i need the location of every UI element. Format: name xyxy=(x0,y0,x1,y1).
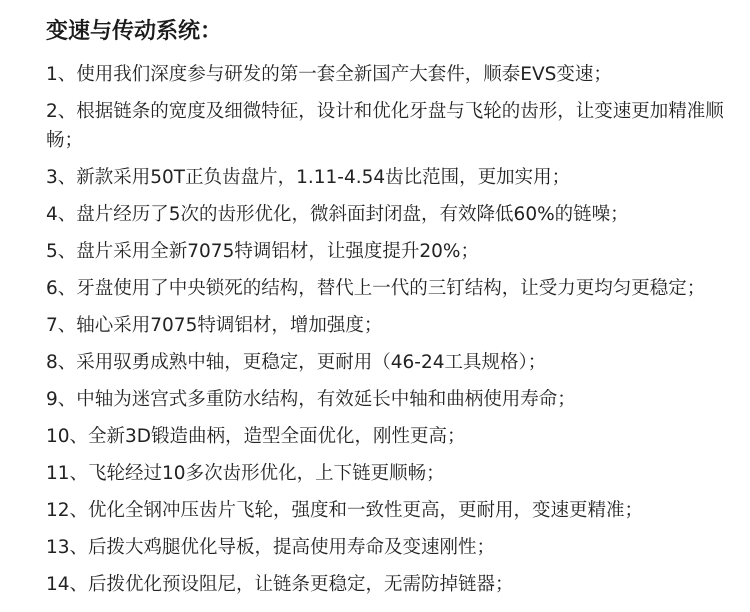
list-item: 2、根据链条的宽度及细微特征，设计和优化牙盘与飞轮的齿形，让变速更加精准顺畅； xyxy=(46,101,724,151)
list-item: 6、牙盘使用了中央锁死的结构，替代上一代的三钉结构，让受力更均匀更稳定； xyxy=(46,278,706,299)
list-item: 8、采用驭勇成熟中轴，更稳定，更耐用（46-24工具规格）； xyxy=(46,352,547,373)
list-item: 4、盘片经历了5次的齿形优化，微斜面封闭盘，有效降低60%的链噪； xyxy=(46,204,629,225)
section-title: 变速与传动系统： xyxy=(46,19,223,44)
list-item: 1、使用我们深度参与研发的第一套全新国产大套件，顺泰EVS变速； xyxy=(46,64,612,85)
list-item: 14、后拨优化预设阻尼，让链条更稳定，无需防掉链器； xyxy=(46,574,514,595)
list-item: 7、轴心采用7075特调铝材，增加强度； xyxy=(46,315,383,336)
list-item: 3、新款采用50T正负齿盘片，1.11-4.54齿比范围，更加实用； xyxy=(46,167,571,188)
list-item: 11、飞轮经过10多次齿形优化，上下链更顺畅； xyxy=(46,463,445,484)
list-item: 13、后拨大鸡腿优化导板，提高使用寿命及变速刚性； xyxy=(46,537,496,558)
list-item: 5、盘片采用全新7075特调铝材，让强度提升20%； xyxy=(46,241,479,262)
list-item: 9、中轴为迷宫式多重防水结构，有效延长中轴和曲柄使用寿命； xyxy=(46,389,576,410)
list-item: 10、全新3D锻造曲柄，造型全面优化，刚性更高； xyxy=(46,426,466,447)
feature-list xyxy=(46,60,736,607)
list-item: 12、优化全钢冲压齿片飞轮，强度和一致性更高，更耐用，变速更精准； xyxy=(46,500,644,521)
